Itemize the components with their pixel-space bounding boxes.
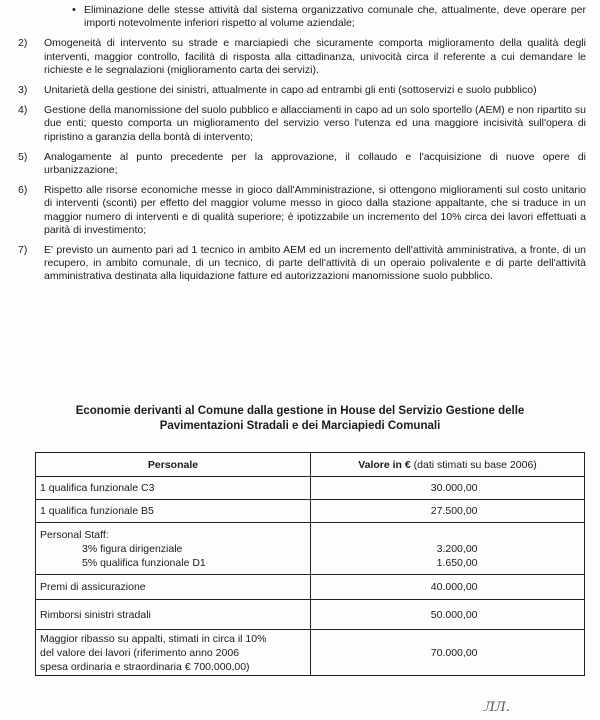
list-item-text: Eliminazione delle stesse attività dal sistema organizzativo comunale che, attualmente, deve operare per importi notevolmente inferiori rispetto al volume aziendale; [84,4,586,30]
header-valore [311,453,585,477]
row-value: 70.000,00 [430,646,478,659]
list-item-text: E' previsto un aumento pari ad 1 tecnico in ambito AEM ed un incremento dell'attività amministrativa, a fronte, di un recupero, in ambito comunale, di un tecnico, di parte dell'attività di un operaio polivalente e di parte dell'attività amministrativa destinata alla liquidazione fatture ed autorizzazioni manomissione suolo pubblico. [44,244,586,283]
row-value-cell [311,600,585,630]
numbered-list [14,4,586,291]
list-item-text: Omogeneità di intervento su strade e marciapiedi che sicuramente comporta miglioramento della qualità degli interventi, maggior controllo, facilità di risposta alla cittadinanza, univocità circa il referente a cui demandare le richieste e le segnalazioni (miglioramento carta dei servizi). [44,37,586,76]
table-row [36,500,585,523]
row-label: 1 qualifica funzionale B5 [36,500,311,523]
bullet-marker: • [72,4,76,16]
staff-cell [36,523,311,575]
item-number: 5) [18,150,28,163]
row-value-cell [311,575,585,600]
list-item-text: Analogamente al punto precedente per la approvazione, il collaudo e l'acquisizione di nuove opere di urbanizzazione; [44,150,586,177]
header-valore-note: (dati stimati su base 2006) [413,458,537,471]
header-valore-label: Valore in € [358,458,411,471]
item-number: 3) [18,84,28,97]
table-header-row [36,453,585,477]
list-item-text: Unitarietà della gestione dei sinistri, attualmente in capo ad entrambi gli enti (sottoservizi e suolo pubblico) [44,84,537,97]
table-title-line: Pavimentazioni Stradali e dei Marciapiedi Comunali [159,420,441,432]
header-personale: Personale [36,453,311,477]
handwritten-initials: ЛЛ. [484,700,510,715]
row-value: 1.650,00 [436,556,478,569]
row-value-cell [311,500,585,523]
table-row [36,477,585,500]
table-row [36,523,585,575]
list-item [14,104,586,144]
list-item [14,151,586,177]
savings-table [35,452,585,676]
item-number: 6) [18,184,28,197]
item-number: 4) [18,104,28,117]
row-sub-label: 3% figura dirigenziale [82,542,183,555]
row-label: Rimborsi sinistri stradali [36,600,311,630]
table-row [36,630,585,676]
list-item [14,184,586,237]
list-item [14,37,586,77]
table-title-line: Economie derivanti al Comune dalla gestione in House del Servizio Gestione delle [75,405,525,417]
list-item [14,4,586,30]
row-value-cell [311,630,585,676]
row-sub-label: 5% qualifica funzionale D1 [82,556,206,569]
staff-values-cell [311,523,585,575]
row-label: Maggior ribasso su appalti, stimati in circa il 10% [40,632,267,645]
row-value-cell [311,477,585,500]
table-title [20,404,580,434]
row-value: 3.200,00 [436,542,478,555]
row-label: 1 qualifica funzionale C3 [36,477,311,500]
list-item-text: Gestione della manomissione del suolo pubblico e allacciamenti in capo ad un solo sportello (AEM) e non ripartito su due enti; questo comporta un miglioramento del servizio verso l'utenza ed una maggiore incisività sull'opera di ripristino a garanzia della bontà di intervento; [44,104,586,143]
table-row [36,575,585,600]
ribasso-cell [36,630,311,676]
row-label: del valore dei lavori (riferimento anno 2006 [40,646,240,659]
list-item-text: Rispetto alle risorse economiche messe in gioco dall'Amministrazione, si ottengono miglioramenti sul costo unitario di interventi (sconti) per effetto del maggior volume messo in gioco dalla stazione appaltante, che si traduce in un maggior numero di interventi e di qualità superiore; è ipotizzabile un incremento del 10% circa dei lavori effettuati a parità di investimento; [44,184,586,236]
item-number: 7) [18,244,28,257]
item-number: 2) [18,37,28,50]
row-value: 50.000,00 [430,608,478,621]
row-value: 40.000,00 [430,581,478,593]
list-item [14,244,586,284]
table-row [36,600,585,630]
row-label: Personal Staff: [40,528,109,541]
list-item [14,84,586,97]
row-value: 27.500,00 [430,505,478,517]
row-value: 30.000,00 [430,482,478,494]
row-label: spesa ordinaria e straordinaria € 700.000,00) [40,660,250,673]
row-label: Premi di assicurazione [36,575,311,600]
